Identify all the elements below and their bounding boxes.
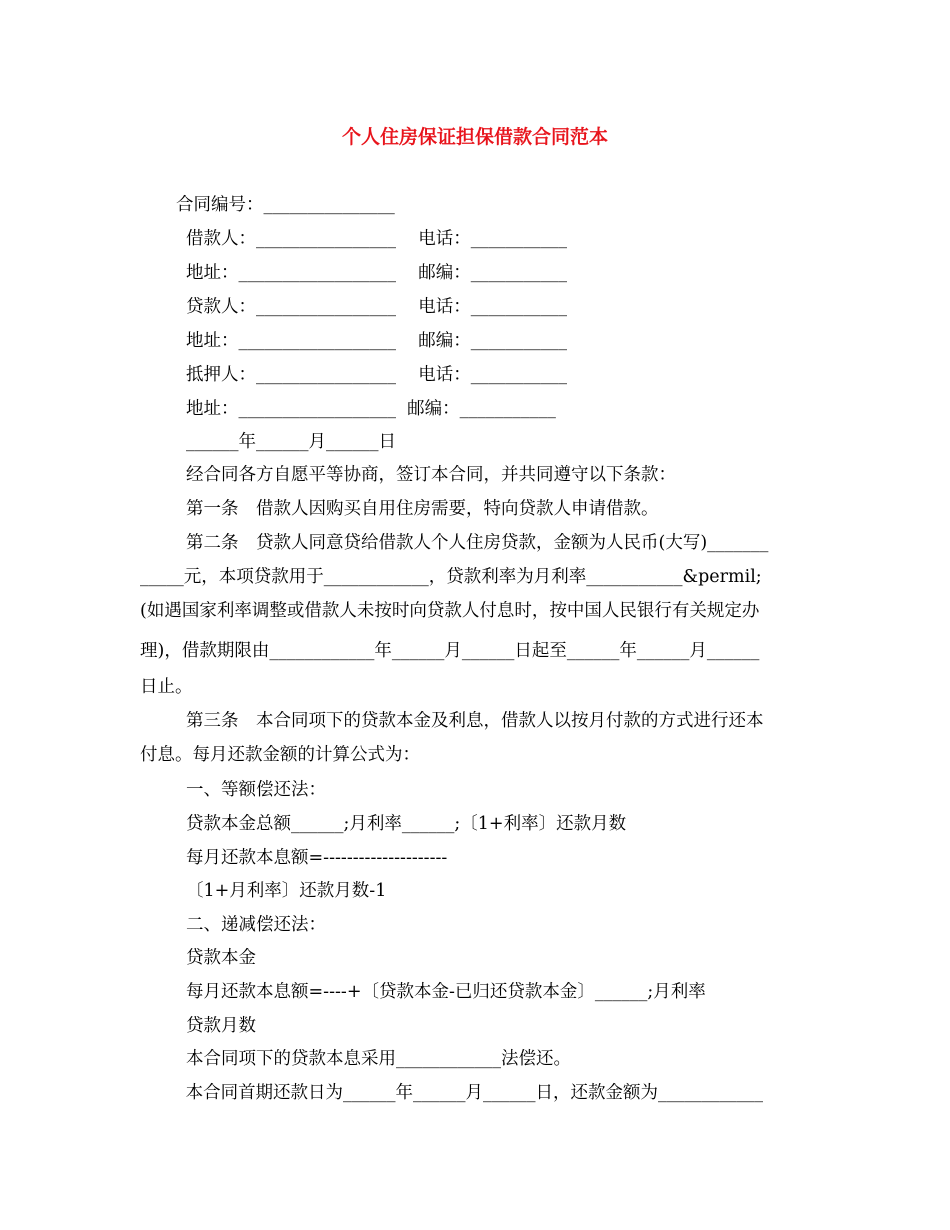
article-2-line-1: 第二条 贷款人同意贷给借款人个人住房贷款，金额为人民币(大写)_______ [186, 533, 769, 553]
preamble-paragraph: 经合同各方自愿平等协商，签订本合同，并共同遵守以下条款： [186, 465, 676, 485]
article-2-line-4: 理)，借款期限由____________年______月______日起至______年______月______ [140, 641, 760, 661]
lender-line: 贷款人：________________ 电话：___________ [186, 297, 568, 317]
method-2-formula-denominator: 贷款月数 [186, 1016, 256, 1036]
article-3-line-2: 付息。每月还款金额的计算公式为： [140, 745, 420, 765]
article-2-line-5: 日止。 [140, 677, 193, 697]
method-1-heading: 一、等额偿还法： [186, 780, 326, 800]
method-1-formula-numerator: 贷款本金总额______;月利率______;〔1+利率〕还款月数 [186, 814, 627, 834]
lender-address-line: 地址：__________________ 邮编：___________ [186, 331, 568, 351]
method-2-formula-numerator: 贷款本金 [186, 948, 256, 968]
method-1-formula-line: 每月还款本息额=--------------------- [186, 848, 448, 868]
article-3-line-1: 第三条 本合同项下的贷款本金及利息，借款人以按月付款的方式进行还本 [186, 711, 764, 731]
mortgagor-address-line: 地址：__________________ 邮编：___________ [186, 399, 556, 419]
document-title: 个人住房保证担保借款合同范本 [341, 126, 608, 148]
date-line: ______年______月______日 [186, 432, 396, 452]
mortgagor-line: 抵押人：________________ 电话：___________ [186, 365, 568, 385]
method-1-formula-denominator: 〔1+月利率〕还款月数-1 [186, 881, 387, 901]
method-2-heading: 二、递减偿还法： [186, 915, 326, 935]
repayment-method-line: 本合同项下的贷款本息采用____________法偿还。 [186, 1049, 571, 1069]
method-2-formula-line: 每月还款本息额=----+〔贷款本金-已归还贷款本金〕______;月利率 [186, 982, 706, 1002]
contract-number-line: 合同编号：_______________ [176, 195, 395, 215]
article-2-line-2: _____元，本项贷款用于____________，贷款利率为月利率___________&permil; [140, 567, 762, 587]
article-2-line-3: (如遇国家利率调整或借款人未按时向贷款人付息时，按中国人民银行有关规定办 [140, 601, 760, 621]
article-1: 第一条 借款人因购买自用住房需要，特向贷款人申请借款。 [186, 499, 659, 519]
borrower-line: 借款人：________________ 电话：___________ [186, 229, 568, 249]
borrower-address-line: 地址：__________________ 邮编：___________ [186, 263, 568, 283]
first-repayment-line: 本合同首期还款日为______年______月______日，还款金额为____________ [180, 1083, 764, 1103]
